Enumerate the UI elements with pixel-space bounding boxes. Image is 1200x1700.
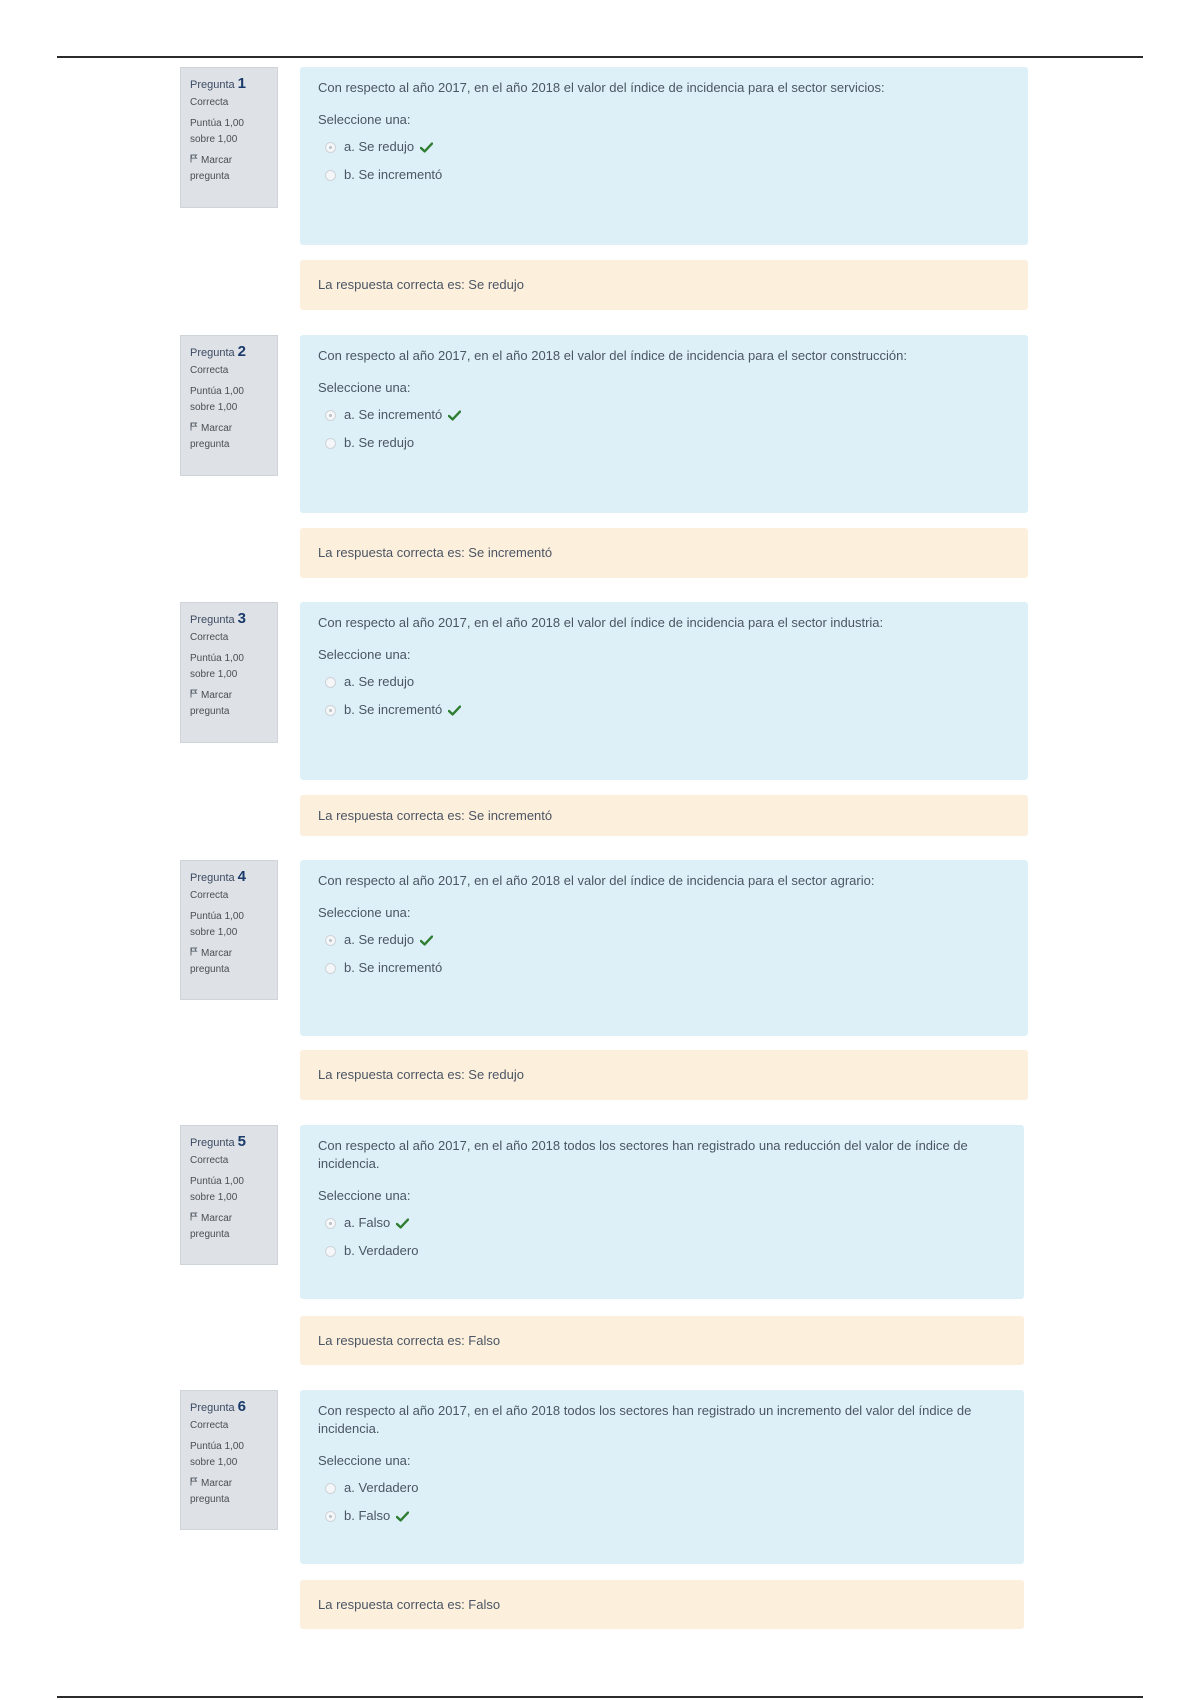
flag-label: Marcar <box>201 948 233 959</box>
radio-button[interactable] <box>325 963 336 974</box>
question-info <box>180 1125 278 1265</box>
question-number-value: 1 <box>237 75 246 92</box>
grade-line: sobre 1,00 <box>190 402 238 413</box>
check-icon <box>396 1511 409 1522</box>
question-state: Correcta <box>190 1155 229 1166</box>
option-label: a. Verdadero <box>344 1480 419 1495</box>
grade-line: sobre 1,00 <box>190 1457 238 1468</box>
question-number-value: 3 <box>237 610 246 627</box>
question-info <box>180 860 278 1000</box>
check-icon <box>448 410 461 421</box>
radio-button[interactable] <box>325 410 336 421</box>
answer-option-a[interactable] <box>318 1209 1006 1237</box>
flag-label: pregunta <box>190 1494 230 1505</box>
correct-answer-feedback <box>300 260 1028 310</box>
question-number-value: 2 <box>237 343 246 360</box>
feedback-text: La respuesta correcta es: Falso <box>318 1332 501 1348</box>
question-text: Con respecto al año 2017, en el año 2018 todos los sectores han registrado una reducción del valor de índice de incidencia. <box>318 1138 968 1171</box>
answer-options <box>318 133 1010 189</box>
radio-button[interactable] <box>325 935 336 946</box>
check-icon <box>420 935 433 946</box>
question-grade <box>190 909 269 941</box>
question-grade <box>190 1439 269 1471</box>
option-label: b. Se incrementó <box>344 702 443 717</box>
option-label: a. Se redujo <box>344 932 415 947</box>
flag-question-button[interactable] <box>190 1476 269 1508</box>
flag-label: pregunta <box>190 964 230 975</box>
flag-label: pregunta <box>190 1229 230 1240</box>
radio-button[interactable] <box>325 1218 336 1229</box>
question-text: Con respecto al año 2017, en el año 2018 el valor del índice de incidencia para el sector agrario: <box>318 873 875 888</box>
question-state: Correcta <box>190 890 229 901</box>
question-state: Correcta <box>190 97 229 108</box>
question-number <box>190 1399 269 1416</box>
option-label: a. Falso <box>344 1215 391 1230</box>
feedback-text: La respuesta correcta es: Se incrementó <box>318 807 553 823</box>
answer-option-b[interactable] <box>318 696 1010 724</box>
answer-option-a[interactable] <box>318 401 1010 429</box>
answer-options <box>318 668 1010 724</box>
flag-label: pregunta <box>190 171 230 182</box>
question-label: Pregunta <box>190 79 235 91</box>
top-divider <box>57 56 1143 58</box>
radio-button[interactable] <box>325 705 336 716</box>
correct-answer-feedback <box>300 1050 1028 1100</box>
question-grade <box>190 651 269 683</box>
question-grade <box>190 384 269 416</box>
question-text: Con respecto al año 2017, en el año 2018 todos los sectores han registrado un incremento del valor del índice de incidencia. <box>318 1403 972 1436</box>
correct-answer-feedback <box>300 528 1028 578</box>
answer-options <box>318 1209 1006 1265</box>
question-grade <box>190 116 269 148</box>
answer-option-b[interactable] <box>318 161 1010 189</box>
grade-line: Puntúa 1,00 <box>190 1441 244 1452</box>
question-formulation <box>300 602 1028 780</box>
answer-prompt: Seleccione una: <box>318 112 411 127</box>
question-label: Pregunta <box>190 1137 235 1149</box>
correct-answer-feedback <box>300 1580 1024 1629</box>
question-label: Pregunta <box>190 1402 235 1414</box>
answer-option-a[interactable] <box>318 926 1010 954</box>
radio-button[interactable] <box>325 142 336 153</box>
radio-button[interactable] <box>325 438 336 449</box>
grade-line: sobre 1,00 <box>190 1192 238 1203</box>
flag-icon <box>190 688 198 704</box>
flag-question-button[interactable] <box>190 946 269 978</box>
answer-options <box>318 1474 1006 1530</box>
correct-answer-feedback <box>300 1316 1024 1365</box>
feedback-text: La respuesta correcta es: Falso <box>318 1596 501 1612</box>
check-icon <box>420 142 433 153</box>
feedback-text: La respuesta correcta es: Se redujo <box>318 277 524 292</box>
option-label: b. Falso <box>344 1508 391 1523</box>
flag-question-button[interactable] <box>190 421 269 453</box>
question-state: Correcta <box>190 632 229 643</box>
flag-icon <box>190 1476 198 1492</box>
flag-question-button[interactable] <box>190 1211 269 1243</box>
answer-options <box>318 926 1010 982</box>
radio-button[interactable] <box>325 170 336 181</box>
answer-option-a[interactable] <box>318 668 1010 696</box>
question-formulation <box>300 1125 1024 1299</box>
question-number-value: 4 <box>237 868 246 885</box>
answer-option-b[interactable] <box>318 429 1010 457</box>
question-formulation <box>300 67 1028 245</box>
flag-icon <box>190 421 198 437</box>
question-grade <box>190 1174 269 1206</box>
answer-option-b[interactable] <box>318 1237 1006 1265</box>
question-number <box>190 1134 269 1151</box>
radio-button[interactable] <box>325 1246 336 1257</box>
grade-line: Puntúa 1,00 <box>190 1176 244 1187</box>
flag-label: pregunta <box>190 706 230 717</box>
flag-label: Marcar <box>201 1213 233 1224</box>
flag-icon <box>190 1211 198 1227</box>
flag-label: Marcar <box>201 690 233 701</box>
question-formulation <box>300 1390 1024 1564</box>
question-info <box>180 67 278 208</box>
question-info <box>180 1390 278 1530</box>
option-label: a. Se incrementó <box>344 407 443 422</box>
answer-option-b[interactable] <box>318 954 1010 982</box>
question-label: Pregunta <box>190 614 235 626</box>
question-text: Con respecto al año 2017, en el año 2018 el valor del índice de incidencia para el sector construcción: <box>318 348 907 363</box>
flag-icon <box>190 946 198 962</box>
answer-option-a[interactable] <box>318 133 1010 161</box>
option-label: a. Se redujo <box>344 674 415 689</box>
flag-label: Marcar <box>201 155 233 166</box>
check-icon <box>396 1218 409 1229</box>
option-label: b. Se incrementó <box>344 167 443 182</box>
option-label: b. Se incrementó <box>344 960 443 975</box>
grade-line: Puntúa 1,00 <box>190 653 244 664</box>
question-state: Correcta <box>190 365 229 376</box>
question-formulation <box>300 335 1028 513</box>
question-state: Correcta <box>190 1420 229 1431</box>
question-formulation <box>300 860 1028 1036</box>
grade-line: sobre 1,00 <box>190 134 238 145</box>
answer-options <box>318 401 1010 457</box>
flag-label: Marcar <box>201 423 233 434</box>
correct-answer-feedback <box>300 795 1028 836</box>
flag-question-button[interactable] <box>190 153 269 185</box>
question-label: Pregunta <box>190 872 235 884</box>
flag-icon <box>190 153 198 169</box>
question-info <box>180 335 278 476</box>
answer-option-a[interactable] <box>318 1474 1006 1502</box>
question-number <box>190 344 269 361</box>
question-info <box>180 602 278 743</box>
radio-button[interactable] <box>325 1511 336 1522</box>
answer-prompt: Seleccione una: <box>318 647 411 662</box>
radio-button[interactable] <box>325 1483 336 1494</box>
grade-line: Puntúa 1,00 <box>190 118 244 129</box>
check-icon <box>448 705 461 716</box>
grade-line: Puntúa 1,00 <box>190 911 244 922</box>
answer-prompt: Seleccione una: <box>318 1453 411 1468</box>
grade-line: sobre 1,00 <box>190 927 238 938</box>
option-label: b. Se redujo <box>344 435 415 450</box>
answer-prompt: Seleccione una: <box>318 1188 411 1203</box>
question-text: Con respecto al año 2017, en el año 2018 el valor del índice de incidencia para el sector industria: <box>318 615 884 630</box>
option-label: a. Se redujo <box>344 139 415 154</box>
question-number <box>190 76 269 93</box>
flag-label: Marcar <box>201 1478 233 1489</box>
radio-button[interactable] <box>325 677 336 688</box>
grade-line: Puntúa 1,00 <box>190 386 244 397</box>
question-number-value: 6 <box>237 1398 246 1415</box>
feedback-text: La respuesta correcta es: Se incrementó <box>318 545 553 560</box>
question-number <box>190 611 269 628</box>
answer-option-b[interactable] <box>318 1502 1006 1530</box>
question-number-value: 5 <box>237 1133 246 1150</box>
grade-line: sobre 1,00 <box>190 669 238 680</box>
flag-label: pregunta <box>190 439 230 450</box>
answer-prompt: Seleccione una: <box>318 380 411 395</box>
question-number <box>190 869 269 886</box>
bottom-divider <box>57 1696 1143 1698</box>
option-label: b. Verdadero <box>344 1243 419 1258</box>
flag-question-button[interactable] <box>190 688 269 720</box>
question-label: Pregunta <box>190 347 235 359</box>
answer-prompt: Seleccione una: <box>318 905 411 920</box>
question-text: Con respecto al año 2017, en el año 2018 el valor del índice de incidencia para el sector servicios: <box>318 80 885 95</box>
feedback-text: La respuesta correcta es: Se redujo <box>318 1067 524 1082</box>
